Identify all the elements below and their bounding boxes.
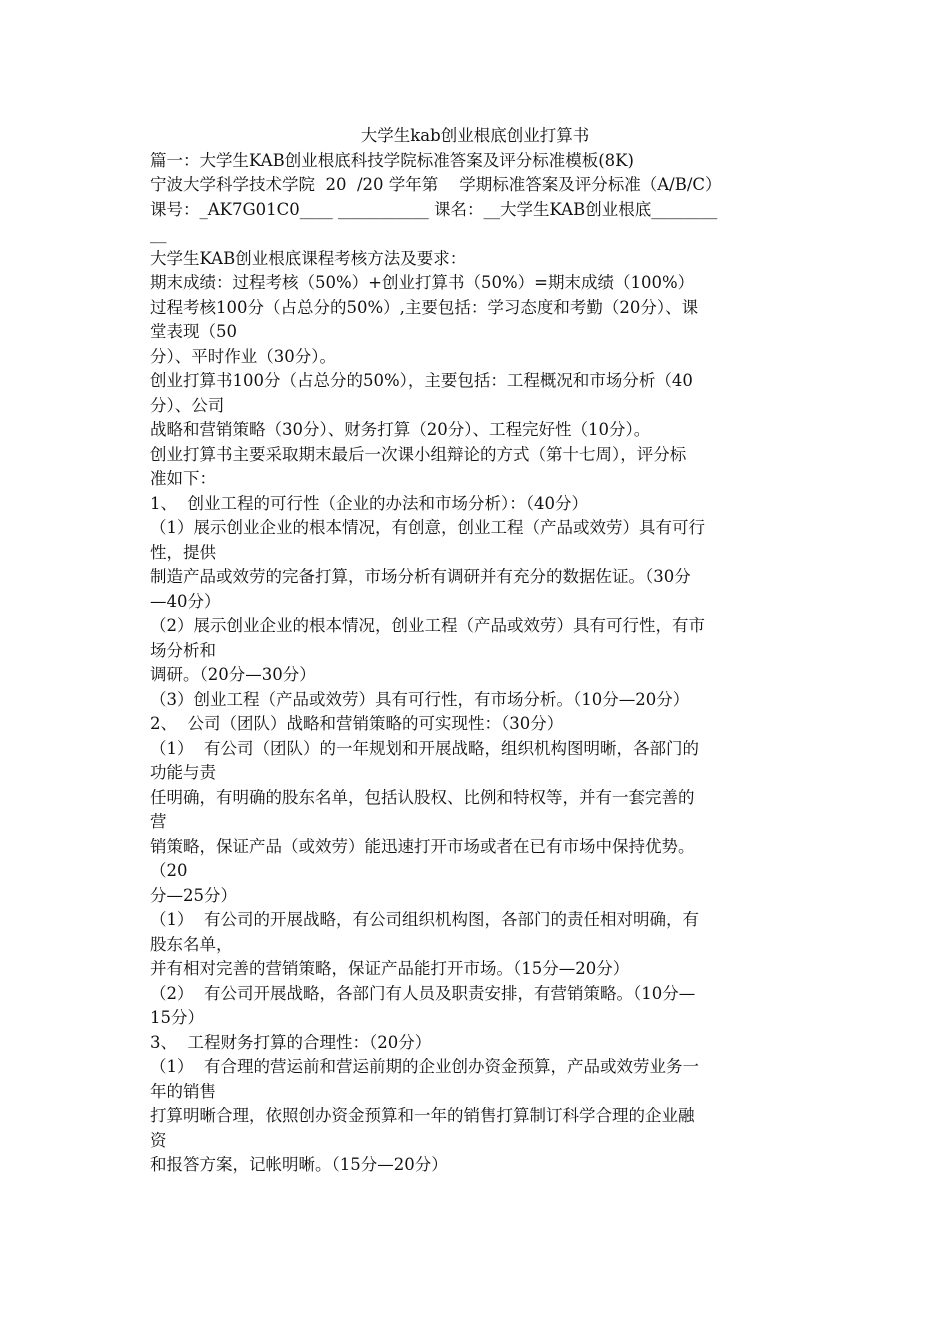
document-lines	[150, 149, 800, 1178]
text-line: 堂表现（50	[150, 322, 237, 341]
text-line: 年的销售	[150, 1081, 216, 1101]
text-line: （1）展示创业企业的根本情况，有创意，创业工程（产品或效劳）具有可行	[150, 518, 705, 537]
document-body	[150, 124, 800, 1178]
text-line: 场分析和	[150, 640, 216, 660]
text-line: （20	[150, 861, 188, 880]
text-line: （2）展示创业企业的根本情况，创业工程（产品或效劳）具有可行性，有市	[150, 616, 705, 635]
text-line: 战略和营销策略（30分）、财务打算（20分）、工程完好性（10分）。	[150, 420, 651, 439]
text-line: 和报答方案，记帐明晰。（15分—20分）	[150, 1155, 448, 1174]
text-line: 过程考核100分（占总分的50%）,主要包括：学习态度和考勤（20分）、课	[150, 297, 699, 317]
text-line: 资	[150, 1130, 167, 1150]
text-line: 性，提供	[150, 542, 216, 562]
text-line: 课号：_AK7G01C0____ ___________ 课名：__大学生KAB创业根底________	[150, 199, 718, 219]
text-line: 分）、公司	[150, 395, 225, 415]
document-title: 大学生kab创业根底创业打算书	[360, 126, 590, 145]
text-line: 营	[150, 812, 167, 831]
text-line: 并有相对完善的营销策略，保证产品能打开市场。（15分—20分）	[150, 959, 630, 978]
text-line: 准如下：	[150, 469, 216, 488]
text-line: 创业打算书100分（占总分的50%），主要包括：工程概况和市场分析（40	[150, 371, 693, 390]
text-line: 打算明晰合理，依照创办资金预算和一年的销售打算制订科学合理的企业融	[150, 1106, 695, 1125]
text-line: （1） 有公司的开展战略，有公司组织机构图，各部门的责任相对明确，有	[150, 910, 699, 929]
text-line: __	[150, 224, 167, 243]
text-line: 分）、平时作业（30分）。	[150, 346, 336, 366]
text-line: 制造产品或效劳的完备打算，市场分析有调研并有充分的数据佐证。（30分	[150, 567, 691, 586]
text-line: （1） 有合理的营运前和营运前期的企业创办资金预算，产品或效劳业务一	[150, 1057, 699, 1076]
text-line: 15分）	[150, 1008, 204, 1027]
text-line: 大学生KAB创业根底课程考核方法及要求：	[150, 248, 467, 268]
text-line: 宁波大学科学技术学院 20 /20 学年第 学期标准答案及评分标准（A/B/C）	[150, 175, 722, 194]
text-line: 期末成绩：过程考核（50%）+创业打算书（50%）=期末成绩（100%）	[150, 273, 695, 292]
text-line: —40分）	[150, 591, 221, 611]
text-line: （2） 有公司开展战略，各部门有人员及职责安排，有营销策略。（10分—	[150, 983, 696, 1003]
text-line: 销策略，保证产品（或效劳）能迅速打开市场或者在已有市场中保持优势。	[150, 836, 695, 856]
text-line: 股东名单，	[150, 934, 233, 954]
text-line: 调研。（20分—30分）	[150, 665, 316, 684]
text-line: 1、 创业工程的可行性（企业的办法和市场分析）：（40分）	[150, 493, 588, 513]
text-line: 2、 公司（团队）战略和营销策略的可实现性：（30分）	[150, 714, 564, 733]
text-line: （1） 有公司（团队）的一年规划和开展战略，组织机构图明晰，各部门的	[150, 738, 699, 758]
text-line: 任明确，有明确的股东名单，包括认股权、比例和特权等，并有一套完善的	[150, 787, 695, 807]
text-line: （3）创业工程（产品或效劳）具有可行性，有市场分析。（10分—20分）	[150, 689, 690, 709]
text-line: 篇一：大学生KAB创业根底科技学院标准答案及评分标准模板(8K)	[150, 150, 634, 170]
text-line: 创业打算书主要采取期末最后一次课小组辩论的方式（第十七周），评分标	[150, 444, 687, 464]
text-line: 功能与责	[150, 763, 216, 782]
text-line: 分—25分）	[150, 885, 237, 905]
text-line: 3、 工程财务打算的合理性：（20分）	[150, 1032, 432, 1052]
